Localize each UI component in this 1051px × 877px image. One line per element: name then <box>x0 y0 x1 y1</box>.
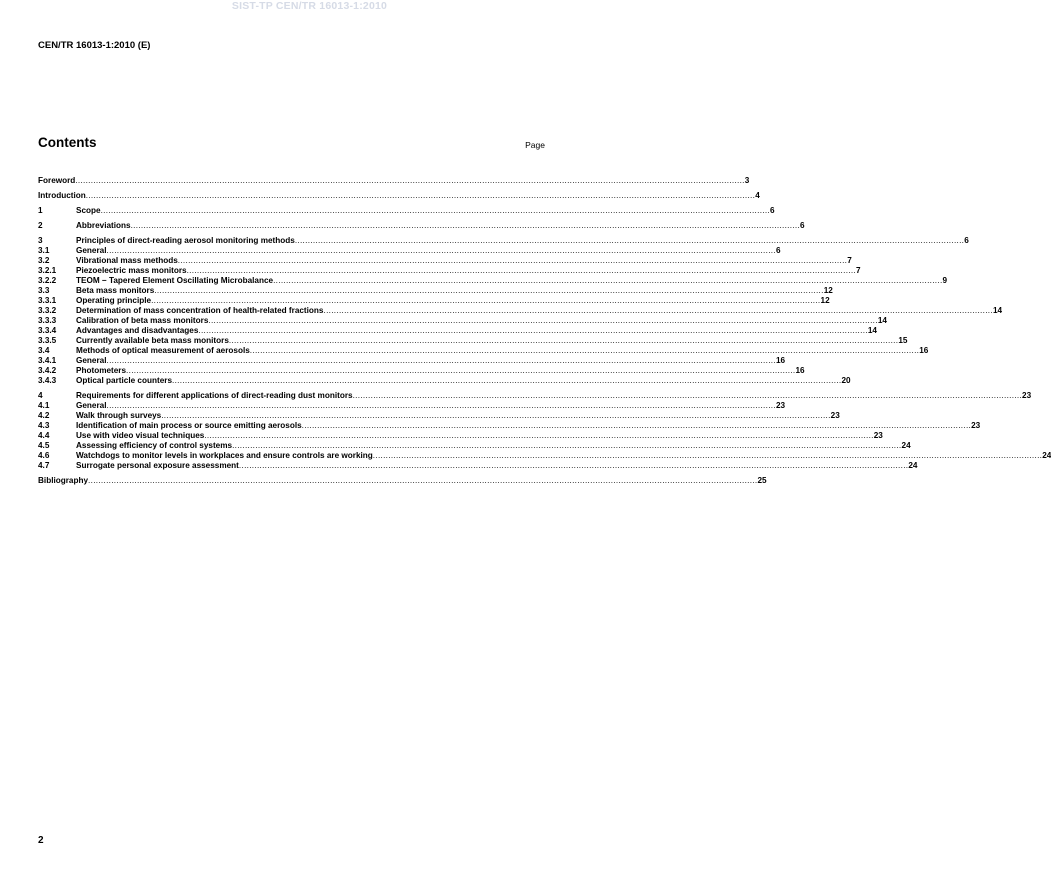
contents-heading: Contents <box>38 135 97 150</box>
toc-entry-number: 3.2.2 <box>38 276 57 285</box>
toc-entry-title-text: Bibliography <box>38 476 89 485</box>
toc-entry[interactable] <box>38 221 805 231</box>
watermark: SIST-TP CEN/TR 16013-1:2010 <box>231 0 388 12</box>
dot-leader: .................................................................................................................................................................................................................................................................... <box>177 256 848 265</box>
toc-entry-title-text: Principles of direct-reading aerosol monitoring methods <box>76 236 295 245</box>
page-column-label: Page <box>525 140 545 150</box>
toc-entry[interactable] <box>38 246 781 256</box>
toc-entry[interactable] <box>38 266 861 276</box>
toc-entry-title-text: Requirements for different applications of direct-reading dust monitors <box>76 391 353 400</box>
toc-entry[interactable] <box>38 316 887 326</box>
toc-entry[interactable] <box>38 326 877 336</box>
toc-entry-title[interactable] <box>76 206 770 216</box>
dot-leader: .................................................................................................................................................................................................................................................................... <box>249 346 920 355</box>
dot-leader: .................................................................................................................................................................................................................................................................... <box>126 366 796 375</box>
toc-entry-number: 3.3.1 <box>38 296 57 305</box>
toc-entry-title-text: Watchdogs to monitor levels in workplaces and ensure controls are working <box>76 451 373 460</box>
toc-entry[interactable] <box>38 256 852 266</box>
toc-entry[interactable] <box>38 236 969 246</box>
dot-leader: .................................................................................................................................................................................................................................................................... <box>172 376 842 385</box>
dot-leader: .................................................................................................................................................................................................................................................................... <box>88 476 758 485</box>
dot-leader: .................................................................................................................................................................................................................................................................... <box>151 296 821 305</box>
toc-entry-page: 24 <box>1042 451 1051 460</box>
toc-entry[interactable] <box>38 366 805 376</box>
toc-entry-title[interactable] <box>76 286 824 296</box>
toc-entry-page: 7 <box>847 256 852 265</box>
toc-entry-number: 3.3 <box>38 286 50 295</box>
toc-entry-page: 16 <box>775 356 786 365</box>
toc-entry-title[interactable] <box>76 221 800 231</box>
toc-entry[interactable] <box>38 401 786 411</box>
dot-leader: .................................................................................................................................................................................................................................................................... <box>208 316 878 325</box>
toc-entry-title[interactable] <box>76 356 776 366</box>
dot-leader: .................................................................................................................................................................................................................................................................... <box>301 421 972 430</box>
toc-entry-title-text: General <box>76 356 107 365</box>
toc-entry-title-text: Use with video visual techniques <box>76 431 205 440</box>
toc-entry-page: 14 <box>877 316 887 325</box>
toc-entry-title[interactable] <box>76 276 943 286</box>
toc-entry-title-text: Methods of optical measurement of aerosols <box>76 346 250 355</box>
toc-entry-title[interactable] <box>76 376 841 386</box>
toc-entry-number: 3.2.1 <box>38 266 57 275</box>
toc-entry-title[interactable] <box>76 326 868 336</box>
toc-entry-number: 1 <box>38 206 43 215</box>
toc-entry-title-text: Photometers <box>76 366 127 375</box>
dot-leader: .................................................................................................................................................................................................................................................................... <box>186 266 857 275</box>
toc-entry-title[interactable] <box>76 366 795 376</box>
dot-leader: .................................................................................................................................................................................................................................................................... <box>85 191 756 200</box>
dot-leader: .................................................................................................................................................................................................................................................................... <box>100 206 771 215</box>
toc-entry[interactable] <box>38 376 851 386</box>
table-of-contents <box>38 176 1051 486</box>
toc-entry[interactable] <box>38 346 929 356</box>
toc-entry-number: 3.1 <box>38 246 50 255</box>
toc-entry[interactable] <box>38 391 1032 401</box>
toc-entry[interactable] <box>38 476 767 486</box>
toc-entry-page: 12 <box>823 286 833 295</box>
toc-entry-number: 4.2 <box>38 411 50 420</box>
dot-leader: .................................................................................................................................................................................................................................................................... <box>106 246 776 255</box>
toc-entry[interactable] <box>38 411 840 421</box>
toc-entry-title-text: Abbreviations <box>76 221 131 230</box>
toc-entry-title-text: Surrogate personal exposure assessment <box>76 461 239 470</box>
toc-entry-title[interactable] <box>76 391 1022 401</box>
toc-entry-page: 14 <box>867 326 877 335</box>
toc-entry-number: 4.3 <box>38 421 50 430</box>
toc-entry[interactable] <box>38 461 918 471</box>
toc-entry-title-text: Beta mass monitors <box>76 286 155 295</box>
toc-entry-number: 3.3.3 <box>38 316 57 325</box>
toc-entry-title-text: Calibration of beta mass monitors <box>76 316 209 325</box>
toc-entry[interactable] <box>38 286 833 296</box>
toc-entry-title[interactable] <box>76 441 902 451</box>
toc-entry-title[interactable] <box>76 431 874 441</box>
toc-entry-number: 4.1 <box>38 401 50 410</box>
toc-entry-number: 4 <box>38 391 43 400</box>
dot-leader: .................................................................................................................................................................................................................................................................... <box>352 391 1023 400</box>
toc-entry-title-text: Walk through surveys <box>76 411 162 420</box>
toc-entry-page: 15 <box>898 336 908 345</box>
toc-entry-number: 3.4.3 <box>38 376 57 385</box>
toc-entry-number: 3.3.5 <box>38 336 57 345</box>
toc-entry-page: 6 <box>800 221 805 230</box>
toc-entry-title[interactable] <box>76 316 878 326</box>
toc-entry[interactable] <box>38 441 911 451</box>
toc-entry-title[interactable] <box>76 401 776 411</box>
dot-leader: .................................................................................................................................................................................................................................................................... <box>232 441 902 450</box>
toc-entry[interactable] <box>38 276 948 286</box>
toc-entry-title[interactable] <box>76 256 847 266</box>
dot-leader: .................................................................................................................................................................................................................................................................... <box>372 451 1043 460</box>
toc-entry-number: 2 <box>38 221 43 230</box>
toc-entry-title-text: Piezoelectric mass monitors <box>76 266 187 275</box>
toc-entry-title[interactable] <box>76 461 908 471</box>
toc-entry-page: 7 <box>856 266 861 275</box>
dot-leader: .................................................................................................................................................................................................................................................................... <box>106 401 776 410</box>
toc-entry-title[interactable] <box>76 346 919 356</box>
toc-entry-number: 3.3.2 <box>38 306 57 315</box>
dot-leader: .................................................................................................................................................................................................................................................................... <box>294 236 965 245</box>
toc-entry[interactable] <box>38 336 908 346</box>
toc-entry-page: 23 <box>775 401 786 410</box>
dot-leader: .................................................................................................................................................................................................................................................................... <box>323 306 993 315</box>
toc-entry-number: 3.4.2 <box>38 366 57 375</box>
toc-entry-number: 4.6 <box>38 451 50 460</box>
toc-entry-page: 6 <box>770 206 775 215</box>
toc-entry[interactable] <box>38 431 883 441</box>
toc-entry-page: 3 <box>744 176 750 185</box>
toc-entry-title[interactable] <box>76 266 856 276</box>
toc-entry-title[interactable] <box>38 176 745 186</box>
toc-entry-page: 16 <box>919 346 929 355</box>
dot-leader: .................................................................................................................................................................................................................................................................... <box>238 461 909 470</box>
dot-leader: .................................................................................................................................................................................................................................................................... <box>228 336 899 345</box>
toc-entry-title[interactable] <box>76 421 971 431</box>
toc-entry[interactable] <box>38 176 750 186</box>
toc-entry-title[interactable] <box>76 306 993 316</box>
toc-entry-title-text: Determination of mass concentration of health-related fractions <box>76 306 324 315</box>
toc-entry-page: 23 <box>830 411 840 420</box>
toc-entry-page: 23 <box>873 431 883 440</box>
toc-entry-page: 6 <box>775 246 781 255</box>
toc-entry-number: 3.4 <box>38 346 50 355</box>
dot-leader: .................................................................................................................................................................................................................................................................... <box>204 431 874 440</box>
toc-entry[interactable] <box>38 421 981 431</box>
toc-entry-title-text: Scope <box>76 206 101 215</box>
toc-entry-number: 3 <box>38 236 43 245</box>
toc-entry-title[interactable] <box>76 451 1042 461</box>
toc-entry-number: 4.4 <box>38 431 50 440</box>
toc-entry-page: 4 <box>755 191 760 200</box>
toc-entry-title-text: General <box>76 401 107 410</box>
toc-entry-page: 25 <box>757 476 767 485</box>
toc-entry-page: 24 <box>908 461 918 470</box>
toc-entry-title[interactable] <box>76 411 831 421</box>
toc-entry[interactable] <box>38 356 786 366</box>
toc-entry-title[interactable] <box>76 246 776 256</box>
toc-entry-title[interactable] <box>76 236 964 246</box>
toc-entry-title[interactable] <box>76 296 821 306</box>
dot-leader: .................................................................................................................................................................................................................................................................... <box>198 326 868 335</box>
toc-entry-page: 14 <box>992 306 1003 315</box>
toc-entry-title-text: Introduction <box>38 191 86 200</box>
toc-entry-title-text: Foreword <box>38 176 76 185</box>
toc-entry-page: 24 <box>901 441 911 450</box>
toc-entry-number: 3.3.4 <box>38 326 57 335</box>
toc-entry-page: 23 <box>1022 391 1032 400</box>
page-number: 2 <box>38 835 44 846</box>
toc-entry-page: 12 <box>820 296 830 305</box>
dot-leader: .................................................................................................................................................................................................................................................................... <box>130 221 801 230</box>
dot-leader: .................................................................................................................................................................................................................................................................... <box>273 276 943 285</box>
toc-entry-title-text: Currently available beta mass monitors <box>76 336 229 345</box>
toc-entry[interactable] <box>38 206 775 216</box>
document-id: CEN/TR 16013-1:2010 (E) <box>38 40 151 51</box>
toc-entry-title[interactable] <box>38 191 755 201</box>
toc-entry-number: 3.2 <box>38 256 50 265</box>
toc-entry-title-text: Assessing efficiency of control systems <box>76 441 233 450</box>
toc-entry-page: 20 <box>841 376 851 385</box>
toc-entry-title-text: General <box>76 246 107 255</box>
toc-entry-page: 6 <box>964 236 969 245</box>
toc-entry-title-text: Operating principle <box>76 296 152 305</box>
toc-entry[interactable] <box>38 306 1003 316</box>
toc-entry-title[interactable] <box>76 336 898 346</box>
toc-entry-page: 16 <box>795 366 805 375</box>
toc-entry-number: 3.4.1 <box>38 356 57 365</box>
toc-entry-title[interactable] <box>38 476 757 486</box>
toc-entry-title-text: Vibrational mass methods <box>76 256 178 265</box>
dot-leader: .................................................................................................................................................................................................................................................................... <box>154 286 824 295</box>
toc-entry[interactable] <box>38 191 760 201</box>
toc-entry-title-text: Identification of main process or source emitting aerosols <box>76 421 302 430</box>
dot-leader: .................................................................................................................................................................................................................................................................... <box>106 356 776 365</box>
toc-entry-number: 4.5 <box>38 441 50 450</box>
toc-entry-page: 23 <box>971 421 981 430</box>
toc-entry-title-text: TEOM − Tapered Element Oscillating Microbalance <box>76 276 274 285</box>
toc-entry-number: 4.7 <box>38 461 50 470</box>
toc-entry-title-text: Optical particle counters <box>76 376 173 385</box>
toc-entry[interactable] <box>38 451 1051 461</box>
toc-entry-title-text: Advantages and disadvantages <box>76 326 199 335</box>
toc-entry[interactable] <box>38 296 830 306</box>
dot-leader: .................................................................................................................................................................................................................................................................... <box>75 176 745 185</box>
dot-leader: .................................................................................................................................................................................................................................................................... <box>161 411 831 420</box>
toc-entry-page: 9 <box>942 276 948 285</box>
